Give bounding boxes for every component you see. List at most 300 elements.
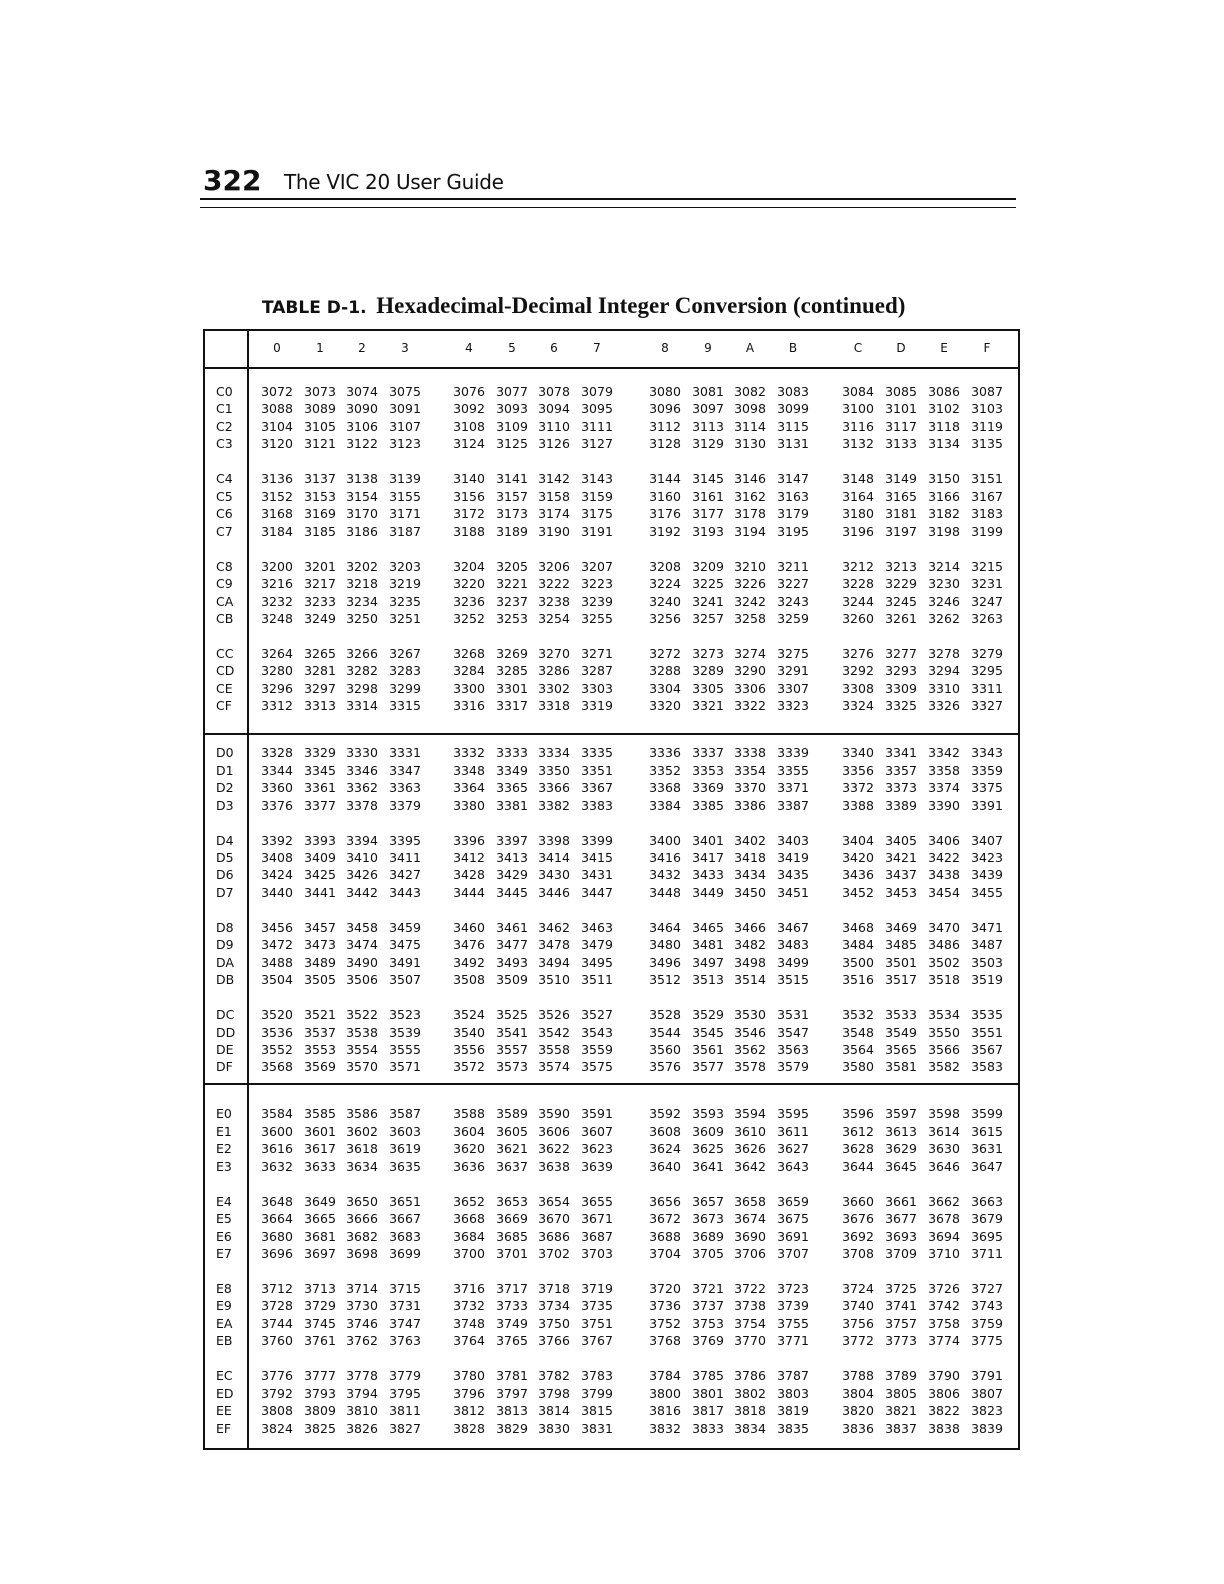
decimal-value-cell: 3280 <box>261 663 293 679</box>
decimal-value-cell: 3594 <box>734 1106 766 1122</box>
decimal-value-cell: 3123 <box>389 436 421 452</box>
decimal-value-cell: 3777 <box>304 1368 336 1384</box>
decimal-value-cell: 3772 <box>842 1333 874 1349</box>
row-label: ED <box>216 1385 234 1401</box>
row-label: D9 <box>216 937 234 953</box>
decimal-value-cell: 3415 <box>581 849 613 865</box>
decimal-value-cell: 3592 <box>649 1106 681 1122</box>
decimal-value-cell: 3336 <box>649 745 681 761</box>
decimal-value-cell: 3545 <box>692 1024 724 1040</box>
decimal-value-cell: 3654 <box>538 1193 570 1209</box>
running-title: The VIC 20 User Guide <box>284 170 504 194</box>
decimal-value-cell: 3573 <box>496 1059 528 1075</box>
row-label: DA <box>216 954 234 970</box>
decimal-value-cell: 3508 <box>453 972 485 988</box>
decimal-value-cell: 3296 <box>261 680 293 696</box>
decimal-value-cell: 3655 <box>581 1193 613 1209</box>
decimal-value-cell: 3108 <box>453 418 485 434</box>
decimal-value-cell: 3188 <box>453 523 485 539</box>
decimal-value-cell: 3339 <box>777 745 809 761</box>
decimal-value-cell: 3286 <box>538 663 570 679</box>
decimal-value-cell: 3583 <box>971 1059 1003 1075</box>
decimal-value-cell: 3229 <box>885 576 917 592</box>
column-header: B <box>788 341 798 355</box>
decimal-value-cell: 3820 <box>842 1403 874 1419</box>
decimal-value-cell: 3203 <box>389 558 421 574</box>
decimal-value-cell: 3207 <box>581 558 613 574</box>
decimal-value-cell: 3073 <box>304 384 336 399</box>
row-label: C7 <box>216 523 233 539</box>
decimal-value-cell: 3321 <box>692 698 724 714</box>
decimal-value-cell: 3488 <box>261 954 293 970</box>
decimal-value-cell: 3368 <box>649 780 681 796</box>
header-row-divider <box>205 367 1018 369</box>
decimal-value-cell: 3703 <box>581 1246 613 1262</box>
decimal-value-cell: 3679 <box>971 1211 1003 1227</box>
decimal-value-cell: 3158 <box>538 488 570 504</box>
decimal-value-cell: 3557 <box>496 1042 528 1057</box>
decimal-value-cell: 3268 <box>453 645 485 661</box>
decimal-value-cell: 3607 <box>581 1123 613 1139</box>
decimal-value-cell: 3459 <box>389 919 421 935</box>
decimal-value-cell: 3347 <box>389 762 421 778</box>
decimal-value-cell: 3469 <box>885 919 917 935</box>
decimal-value-cell: 3242 <box>734 593 766 609</box>
decimal-value-cell: 3581 <box>885 1059 917 1075</box>
decimal-value-cell: 3217 <box>304 576 336 592</box>
decimal-value-cell: 3675 <box>777 1211 809 1227</box>
decimal-value-cell: 3186 <box>346 523 378 539</box>
column-header: 9 <box>704 341 712 355</box>
decimal-value-cell: 3534 <box>928 1007 960 1023</box>
decimal-value-cell: 3167 <box>971 488 1003 504</box>
decimal-value-cell: 3267 <box>389 645 421 661</box>
decimal-value-cell: 3199 <box>971 523 1003 539</box>
row-label: D3 <box>216 797 234 813</box>
decimal-value-cell: 3766 <box>538 1333 570 1349</box>
row-label: C4 <box>216 471 233 487</box>
decimal-value-cell: 3348 <box>453 762 485 778</box>
decimal-value-cell: 3783 <box>581 1368 613 1384</box>
decimal-value-cell: 3805 <box>885 1385 917 1401</box>
decimal-value-cell: 3196 <box>842 523 874 539</box>
decimal-value-cell: 3751 <box>581 1315 613 1331</box>
decimal-value-cell: 3166 <box>928 488 960 504</box>
decimal-value-cell: 3510 <box>538 972 570 988</box>
decimal-value-cell: 3209 <box>692 558 724 574</box>
decimal-value-cell: 3376 <box>261 797 293 813</box>
decimal-value-cell: 3418 <box>734 849 766 865</box>
decimal-value-cell: 3547 <box>777 1024 809 1040</box>
decimal-value-cell: 3282 <box>346 663 378 679</box>
decimal-value-cell: 3591 <box>581 1106 613 1122</box>
decimal-value-cell: 3551 <box>971 1024 1003 1040</box>
decimal-value-cell: 3662 <box>928 1193 960 1209</box>
decimal-value-cell: 3671 <box>581 1211 613 1227</box>
decimal-value-cell: 3420 <box>842 849 874 865</box>
decimal-value-cell: 3775 <box>971 1333 1003 1349</box>
decimal-value-cell: 3705 <box>692 1246 724 1262</box>
column-header: 5 <box>508 341 516 355</box>
decimal-value-cell: 3244 <box>842 593 874 609</box>
decimal-value-cell: 3558 <box>538 1042 570 1057</box>
decimal-value-cell: 3633 <box>304 1158 336 1174</box>
decimal-value-cell: 3715 <box>389 1281 421 1296</box>
decimal-value-cell: 3438 <box>928 867 960 883</box>
decimal-value-cell: 3292 <box>842 663 874 679</box>
decimal-value-cell: 3738 <box>734 1298 766 1314</box>
decimal-value-cell: 3406 <box>928 832 960 848</box>
decimal-value-cell: 3087 <box>971 384 1003 399</box>
decimal-value-cell: 3569 <box>304 1059 336 1075</box>
decimal-value-cell: 3838 <box>928 1420 960 1436</box>
decimal-value-cell: 3301 <box>496 680 528 696</box>
decimal-value-cell: 3201 <box>304 558 336 574</box>
decimal-value-cell: 3810 <box>346 1403 378 1419</box>
decimal-value-cell: 3228 <box>842 576 874 592</box>
row-label: DD <box>216 1024 236 1040</box>
decimal-value-cell: 3262 <box>928 610 960 626</box>
decimal-value-cell: 3771 <box>777 1333 809 1349</box>
decimal-value-cell: 3338 <box>734 745 766 761</box>
decimal-value-cell: 3325 <box>885 698 917 714</box>
row-label: C8 <box>216 558 233 574</box>
decimal-value-cell: 3320 <box>649 698 681 714</box>
decimal-value-cell: 3807 <box>971 1385 1003 1401</box>
decimal-value-cell: 3799 <box>581 1385 613 1401</box>
decimal-value-cell: 3677 <box>885 1211 917 1227</box>
decimal-value-cell: 3121 <box>304 436 336 452</box>
decimal-value-cell: 3465 <box>692 919 724 935</box>
decimal-value-cell: 3656 <box>649 1193 681 1209</box>
decimal-value-cell: 3674 <box>734 1211 766 1227</box>
decimal-value-cell: 3537 <box>304 1024 336 1040</box>
decimal-value-cell: 3216 <box>261 576 293 592</box>
decimal-value-cell: 3802 <box>734 1385 766 1401</box>
decimal-value-cell: 3179 <box>777 506 809 522</box>
decimal-value-cell: 3555 <box>389 1042 421 1057</box>
decimal-value-cell: 3561 <box>692 1042 724 1057</box>
stub-column-divider <box>247 331 249 1448</box>
decimal-value-cell: 3294 <box>928 663 960 679</box>
decimal-value-cell: 3631 <box>971 1141 1003 1157</box>
decimal-value-cell: 3080 <box>649 384 681 399</box>
decimal-value-cell: 3126 <box>538 436 570 452</box>
row-label: DB <box>216 972 235 988</box>
decimal-value-cell: 3176 <box>649 506 681 522</box>
decimal-value-cell: 3231 <box>971 576 1003 592</box>
decimal-value-cell: 3387 <box>777 797 809 813</box>
decimal-value-cell: 3342 <box>928 745 960 761</box>
decimal-value-cell: 3272 <box>649 645 681 661</box>
decimal-value-cell: 3690 <box>734 1228 766 1244</box>
decimal-value-cell: 3708 <box>842 1246 874 1262</box>
decimal-value-cell: 3388 <box>842 797 874 813</box>
decimal-value-cell: 3699 <box>389 1246 421 1262</box>
decimal-value-cell: 3316 <box>453 698 485 714</box>
decimal-value-cell: 3686 <box>538 1228 570 1244</box>
decimal-value-cell: 3104 <box>261 418 293 434</box>
decimal-value-cell: 3159 <box>581 488 613 504</box>
decimal-value-cell: 3666 <box>346 1211 378 1227</box>
row-label: E1 <box>216 1123 232 1139</box>
page-number: 322 <box>203 164 262 197</box>
decimal-value-cell: 3303 <box>581 680 613 696</box>
decimal-value-cell: 3350 <box>538 762 570 778</box>
decimal-value-cell: 3399 <box>581 832 613 848</box>
decimal-value-cell: 3586 <box>346 1106 378 1122</box>
decimal-value-cell: 3324 <box>842 698 874 714</box>
decimal-value-cell: 3271 <box>581 645 613 661</box>
decimal-value-cell: 3190 <box>538 523 570 539</box>
decimal-value-cell: 3118 <box>928 418 960 434</box>
decimal-value-cell: 3653 <box>496 1193 528 1209</box>
decimal-value-cell: 3518 <box>928 972 960 988</box>
decimal-value-cell: 3241 <box>692 593 724 609</box>
decimal-value-cell: 3103 <box>971 401 1003 417</box>
decimal-value-cell: 3754 <box>734 1315 766 1331</box>
decimal-value-cell: 3570 <box>346 1059 378 1075</box>
decimal-value-cell: 3642 <box>734 1158 766 1174</box>
decimal-value-cell: 3308 <box>842 680 874 696</box>
decimal-value-cell: 3706 <box>734 1246 766 1262</box>
column-header: 0 <box>273 341 281 355</box>
decimal-value-cell: 3563 <box>777 1042 809 1057</box>
decimal-value-cell: 3195 <box>777 523 809 539</box>
decimal-value-cell: 3567 <box>971 1042 1003 1057</box>
decimal-value-cell: 3077 <box>496 384 528 399</box>
decimal-value-cell: 3559 <box>581 1042 613 1057</box>
decimal-value-cell: 3155 <box>389 488 421 504</box>
decimal-value-cell: 3293 <box>885 663 917 679</box>
decimal-value-cell: 3345 <box>304 762 336 778</box>
decimal-value-cell: 3124 <box>453 436 485 452</box>
decimal-value-cell: 3516 <box>842 972 874 988</box>
decimal-value-cell: 3623 <box>581 1141 613 1157</box>
decimal-value-cell: 3377 <box>304 797 336 813</box>
decimal-value-cell: 3306 <box>734 680 766 696</box>
decimal-value-cell: 3729 <box>304 1298 336 1314</box>
decimal-value-cell: 3183 <box>971 506 1003 522</box>
decimal-value-cell: 3340 <box>842 745 874 761</box>
decimal-value-cell: 3598 <box>928 1106 960 1122</box>
decimal-value-cell: 3505 <box>304 972 336 988</box>
decimal-value-cell: 3212 <box>842 558 874 574</box>
column-header: 7 <box>593 341 601 355</box>
decimal-value-cell: 3644 <box>842 1158 874 1174</box>
decimal-value-cell: 3588 <box>453 1106 485 1122</box>
decimal-value-cell: 3513 <box>692 972 724 988</box>
decimal-value-cell: 3752 <box>649 1315 681 1331</box>
decimal-value-cell: 3659 <box>777 1193 809 1209</box>
decimal-value-cell: 3610 <box>734 1123 766 1139</box>
decimal-value-cell: 3434 <box>734 867 766 883</box>
decimal-value-cell: 3298 <box>346 680 378 696</box>
decimal-value-cell: 3667 <box>389 1211 421 1227</box>
decimal-value-cell: 3226 <box>734 576 766 592</box>
row-label: CD <box>216 663 235 679</box>
decimal-value-cell: 3140 <box>453 471 485 487</box>
decimal-value-cell: 3142 <box>538 471 570 487</box>
column-header: E <box>940 341 948 355</box>
decimal-value-cell: 3615 <box>971 1123 1003 1139</box>
decimal-value-cell: 3370 <box>734 780 766 796</box>
decimal-value-cell: 3285 <box>496 663 528 679</box>
decimal-value-cell: 3102 <box>928 401 960 417</box>
decimal-value-cell: 3078 <box>538 384 570 399</box>
decimal-value-cell: 3147 <box>777 471 809 487</box>
decimal-value-cell: 3146 <box>734 471 766 487</box>
decimal-value-cell: 3317 <box>496 698 528 714</box>
decimal-value-cell: 3589 <box>496 1106 528 1122</box>
column-header: 8 <box>661 341 669 355</box>
row-label: D5 <box>216 849 234 865</box>
decimal-value-cell: 3636 <box>453 1158 485 1174</box>
decimal-value-cell: 3742 <box>928 1298 960 1314</box>
decimal-value-cell: 3114 <box>734 418 766 434</box>
decimal-value-cell: 3826 <box>346 1420 378 1436</box>
decimal-value-cell: 3394 <box>346 832 378 848</box>
row-label: E2 <box>216 1141 232 1157</box>
decimal-value-cell: 3210 <box>734 558 766 574</box>
decimal-value-cell: 3769 <box>692 1333 724 1349</box>
decimal-value-cell: 3193 <box>692 523 724 539</box>
decimal-value-cell: 3756 <box>842 1315 874 1331</box>
decimal-value-cell: 3364 <box>453 780 485 796</box>
decimal-value-cell: 3668 <box>453 1211 485 1227</box>
decimal-value-cell: 3795 <box>389 1385 421 1401</box>
decimal-value-cell: 3619 <box>389 1141 421 1157</box>
decimal-value-cell: 3735 <box>581 1298 613 1314</box>
row-label: DF <box>216 1059 233 1075</box>
decimal-value-cell: 3088 <box>261 401 293 417</box>
decimal-value-cell: 3447 <box>581 884 613 900</box>
row-label: E6 <box>216 1228 232 1244</box>
decimal-value-cell: 3571 <box>389 1059 421 1075</box>
decimal-value-cell: 3353 <box>692 762 724 778</box>
decimal-value-cell: 3793 <box>304 1385 336 1401</box>
decimal-value-cell: 3151 <box>971 471 1003 487</box>
decimal-value-cell: 3173 <box>496 506 528 522</box>
decimal-value-cell: 3716 <box>453 1281 485 1296</box>
decimal-value-cell: 3650 <box>346 1193 378 1209</box>
decimal-value-cell: 3466 <box>734 919 766 935</box>
decimal-value-cell: 3299 <box>389 680 421 696</box>
decimal-value-cell: 3419 <box>777 849 809 865</box>
decimal-value-cell: 3764 <box>453 1333 485 1349</box>
row-label: CB <box>216 610 234 626</box>
decimal-value-cell: 3750 <box>538 1315 570 1331</box>
decimal-value-cell: 3753 <box>692 1315 724 1331</box>
decimal-value-cell: 3145 <box>692 471 724 487</box>
decimal-value-cell: 3091 <box>389 401 421 417</box>
row-label: CA <box>216 593 234 609</box>
decimal-value-cell: 3730 <box>346 1298 378 1314</box>
decimal-value-cell: 3823 <box>971 1403 1003 1419</box>
decimal-value-cell: 3310 <box>928 680 960 696</box>
decimal-value-cell: 3234 <box>346 593 378 609</box>
row-label: E0 <box>216 1106 232 1122</box>
decimal-value-cell: 3515 <box>777 972 809 988</box>
decimal-value-cell: 3263 <box>971 610 1003 626</box>
decimal-value-cell: 3521 <box>304 1007 336 1023</box>
decimal-value-cell: 3437 <box>885 867 917 883</box>
decimal-value-cell: 3355 <box>777 762 809 778</box>
decimal-value-cell: 3471 <box>971 919 1003 935</box>
decimal-value-cell: 3562 <box>734 1042 766 1057</box>
decimal-value-cell: 3128 <box>649 436 681 452</box>
decimal-value-cell: 3354 <box>734 762 766 778</box>
decimal-value-cell: 3165 <box>885 488 917 504</box>
row-label: EA <box>216 1315 233 1331</box>
decimal-value-cell: 3684 <box>453 1228 485 1244</box>
decimal-value-cell: 3221 <box>496 576 528 592</box>
decimal-value-cell: 3612 <box>842 1123 874 1139</box>
decimal-value-cell: 3784 <box>649 1368 681 1384</box>
decimal-value-cell: 3309 <box>885 680 917 696</box>
decimal-value-cell: 3360 <box>261 780 293 796</box>
decimal-value-cell: 3517 <box>885 972 917 988</box>
decimal-value-cell: 3444 <box>453 884 485 900</box>
row-label: CC <box>216 645 234 661</box>
decimal-value-cell: 3797 <box>496 1385 528 1401</box>
decimal-value-cell: 3728 <box>261 1298 293 1314</box>
page-header <box>203 165 1016 197</box>
decimal-value-cell: 3330 <box>346 745 378 761</box>
decimal-value-cell: 3837 <box>885 1420 917 1436</box>
decimal-value-cell: 3132 <box>842 436 874 452</box>
decimal-value-cell: 3109 <box>496 418 528 434</box>
decimal-value-cell: 3411 <box>389 849 421 865</box>
decimal-value-cell: 3378 <box>346 797 378 813</box>
decimal-value-cell: 3224 <box>649 576 681 592</box>
decimal-value-cell: 3713 <box>304 1281 336 1296</box>
decimal-value-cell: 3649 <box>304 1193 336 1209</box>
decimal-value-cell: 3194 <box>734 523 766 539</box>
decimal-value-cell: 3312 <box>261 698 293 714</box>
decimal-value-cell: 3832 <box>649 1420 681 1436</box>
decimal-value-cell: 3319 <box>581 698 613 714</box>
decimal-value-cell: 3611 <box>777 1123 809 1139</box>
decimal-value-cell: 3512 <box>649 972 681 988</box>
decimal-value-cell: 3326 <box>928 698 960 714</box>
row-label: C9 <box>216 576 233 592</box>
decimal-value-cell: 3180 <box>842 506 874 522</box>
decimal-value-cell: 3477 <box>496 937 528 953</box>
decimal-value-cell: 3090 <box>346 401 378 417</box>
decimal-value-cell: 3651 <box>389 1193 421 1209</box>
decimal-value-cell: 3297 <box>304 680 336 696</box>
table-caption-text: Hexadecimal-Decimal Integer Conversion (continued) <box>376 293 906 318</box>
decimal-value-cell: 3495 <box>581 954 613 970</box>
decimal-value-cell: 3154 <box>346 488 378 504</box>
decimal-value-cell: 3456 <box>261 919 293 935</box>
column-header: 2 <box>358 341 366 355</box>
decimal-value-cell: 3446 <box>538 884 570 900</box>
decimal-value-cell: 3718 <box>538 1281 570 1296</box>
decimal-value-cell: 3409 <box>304 849 336 865</box>
decimal-value-cell: 3367 <box>581 780 613 796</box>
decimal-value-cell: 3261 <box>885 610 917 626</box>
decimal-value-cell: 3238 <box>538 593 570 609</box>
decimal-value-cell: 3822 <box>928 1403 960 1419</box>
decimal-value-cell: 3787 <box>777 1368 809 1384</box>
decimal-value-cell: 3079 <box>581 384 613 399</box>
decimal-value-cell: 3575 <box>581 1059 613 1075</box>
decimal-value-cell: 3218 <box>346 576 378 592</box>
decimal-value-cell: 3120 <box>261 436 293 452</box>
decimal-value-cell: 3129 <box>692 436 724 452</box>
